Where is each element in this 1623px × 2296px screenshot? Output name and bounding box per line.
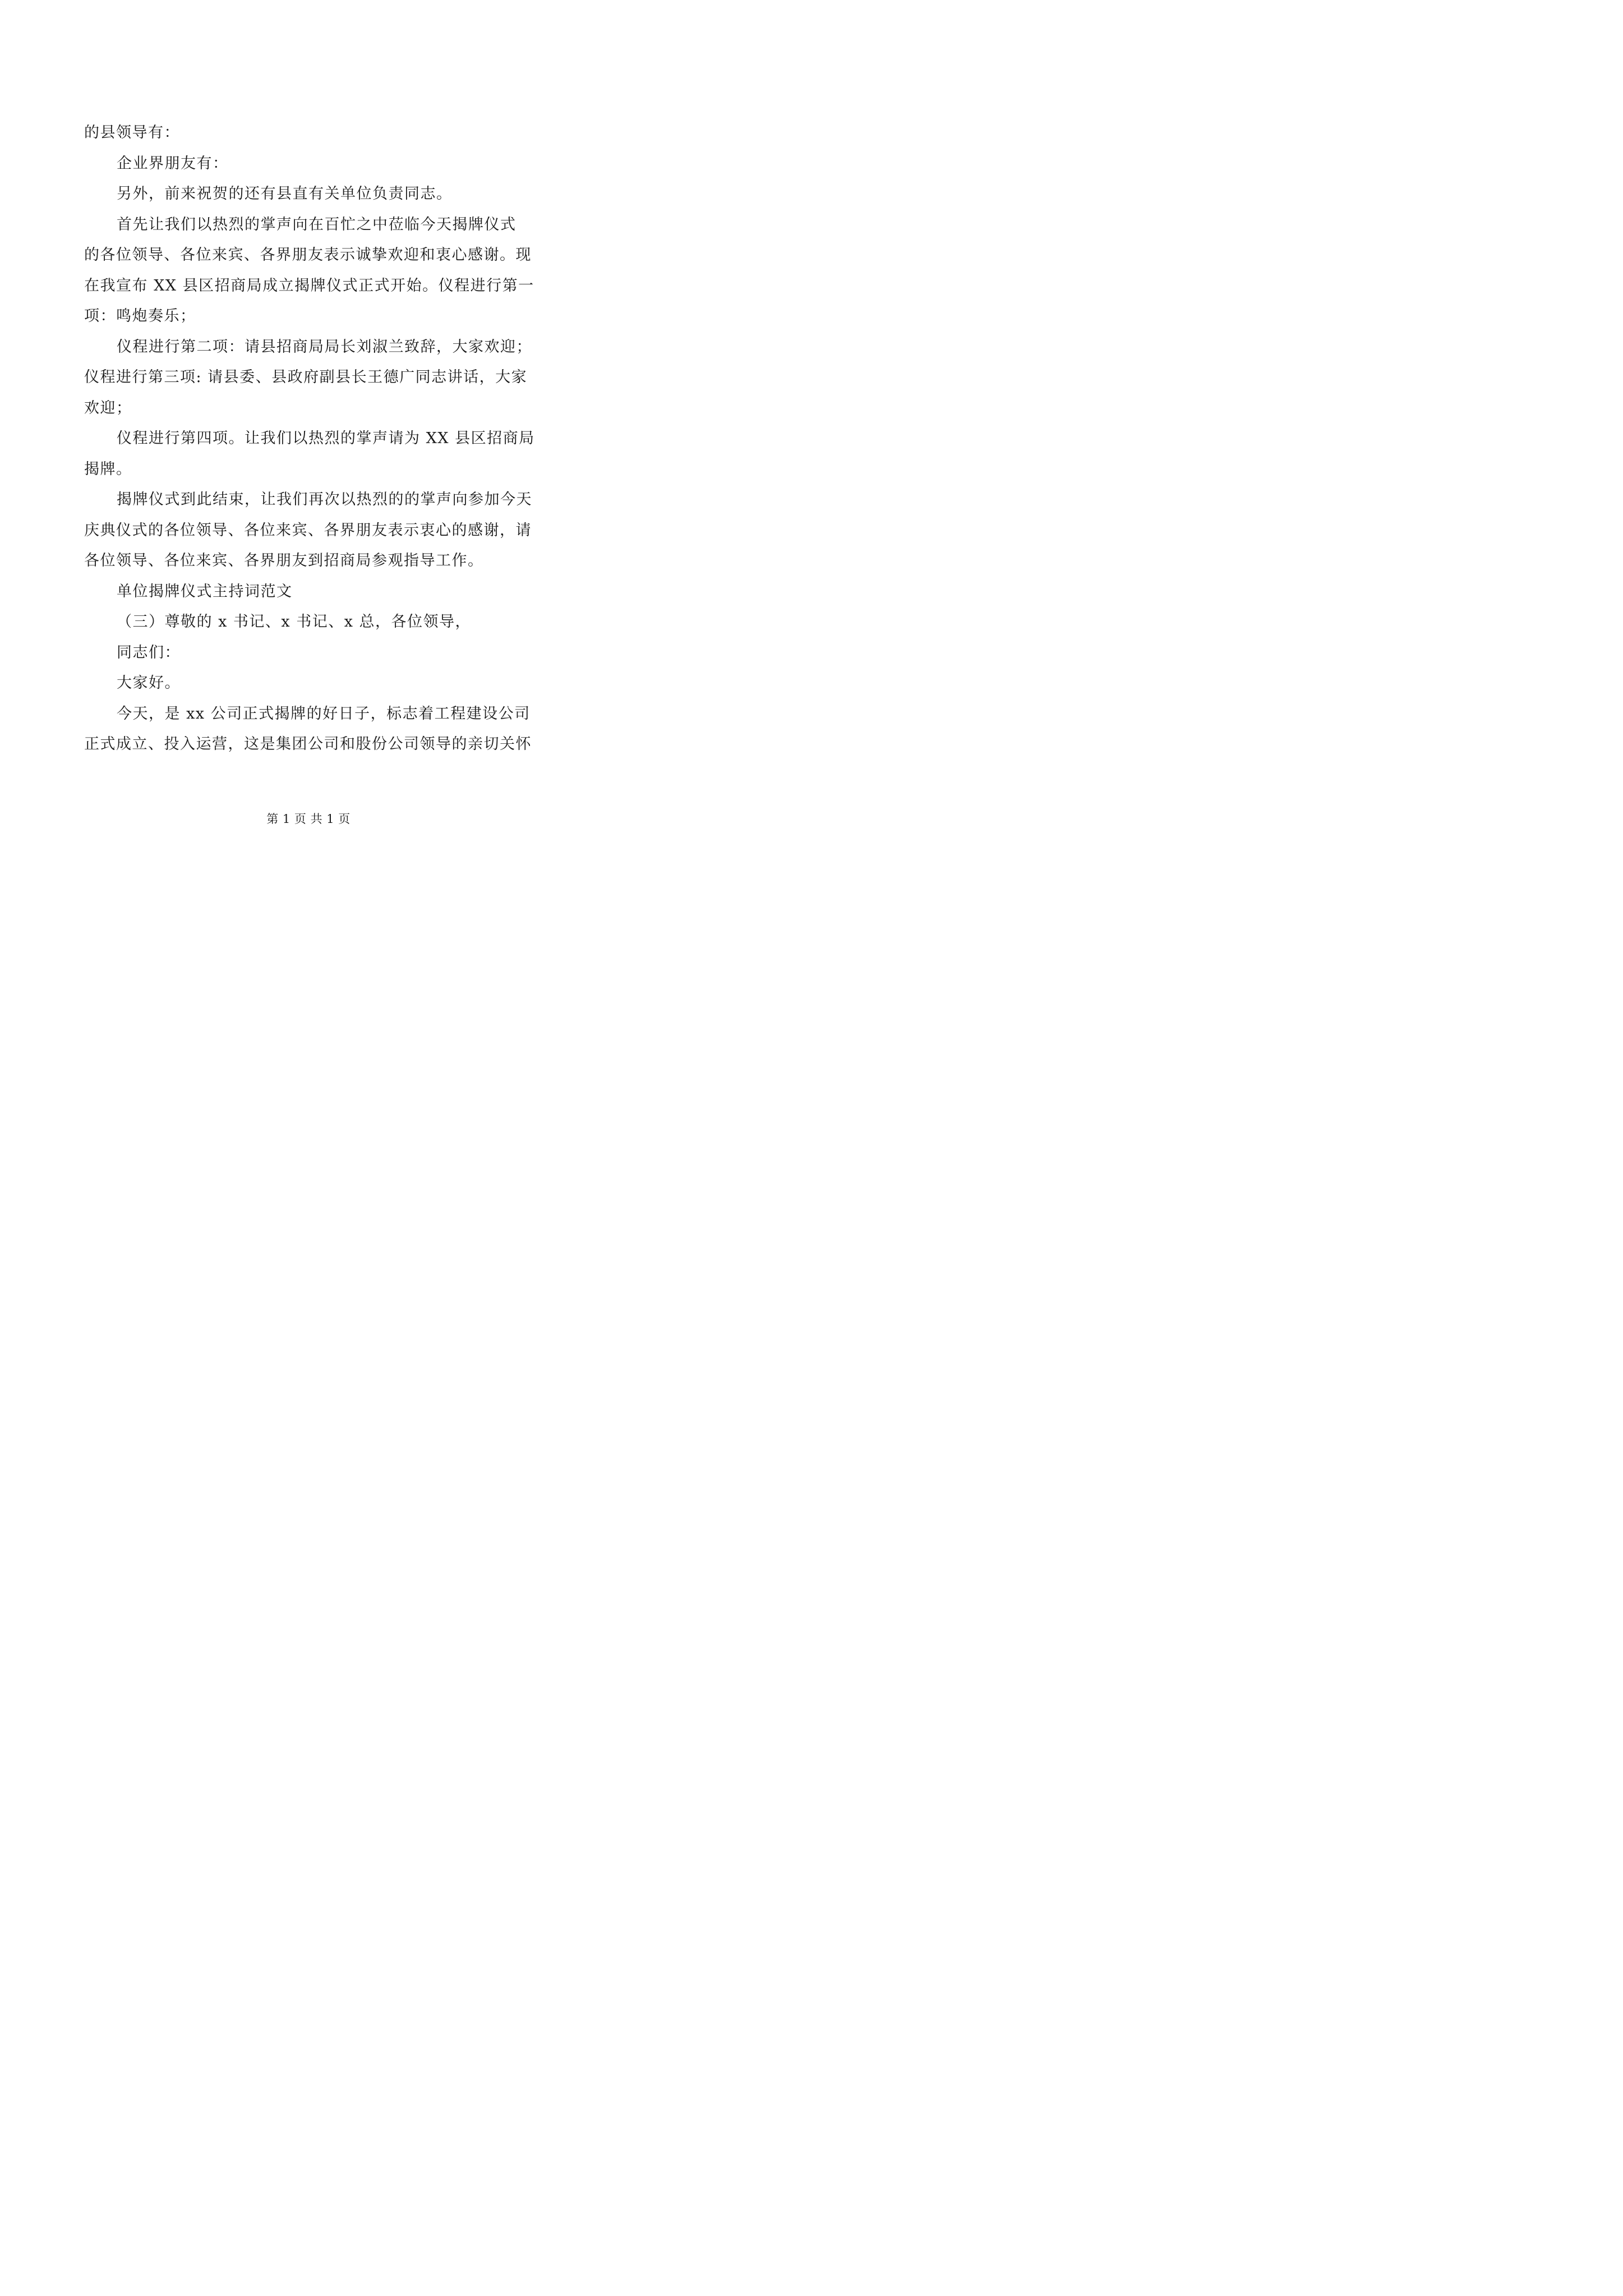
text-line: 仪程进行第二项：请县招商局局长刘淑兰致辞，大家欢迎； xyxy=(117,338,532,356)
text-line: 的县领导有： xyxy=(84,124,180,141)
text-line: 各位领导、各位来宾、各界朋友到招商局参观指导工作。 xyxy=(84,552,484,569)
text-line: 企业界朋友有： xyxy=(117,154,229,172)
text-line: （三）尊敬的 x 书记、x 书记、x 总，各位领导， xyxy=(117,613,472,631)
text-line: 项：鸣炮奏乐； xyxy=(84,307,196,325)
text-line: 今天，是 xx 公司正式揭牌的好日子，标志着工程建设公司 xyxy=(117,705,531,723)
text-line: 仪程进行第四项。让我们以热烈的掌声请为 XX 县区招商局 xyxy=(117,430,535,447)
document-body xyxy=(84,118,544,760)
page-footer xyxy=(0,811,617,827)
text-line: 的各位领导、各位来宾、各界朋友表示诚挚欢迎和衷心感谢。现 xyxy=(84,246,532,264)
page-number: 第 1 页 共 1 页 xyxy=(266,812,351,826)
text-line: 揭牌仪式到此结束，让我们再次以热烈的的掌声向参加今天 xyxy=(117,491,532,508)
text-line: 在我宣布 XX 县区招商局成立揭牌仪式正式开始。仪程进行第一 xyxy=(84,277,534,295)
text-line: 另外，前来祝贺的还有县直有关单位负责同志。 xyxy=(117,185,453,203)
text-line: 仪程进行第三项: 请县委、县政府副县长王德广同志讲话，大家 xyxy=(84,369,528,386)
document-page xyxy=(0,0,617,873)
text-line: 首先让我们以热烈的掌声向在百忙之中莅临今天揭牌仪式 xyxy=(117,215,517,233)
text-line: 揭牌。 xyxy=(84,460,132,478)
text-line: 庆典仪式的各位领导、各位来宾、各界朋友表示衷心的感谢，请 xyxy=(84,521,532,539)
text-line: 大家好。 xyxy=(117,674,181,692)
text-line: 正式成立、投入运营，这是集团公司和股份公司领导的亲切关怀 xyxy=(84,735,532,753)
text-line: 同志们： xyxy=(117,643,181,661)
text-line: 欢迎； xyxy=(84,399,132,417)
section-heading: 单位揭牌仪式主持词范文 xyxy=(117,582,293,600)
